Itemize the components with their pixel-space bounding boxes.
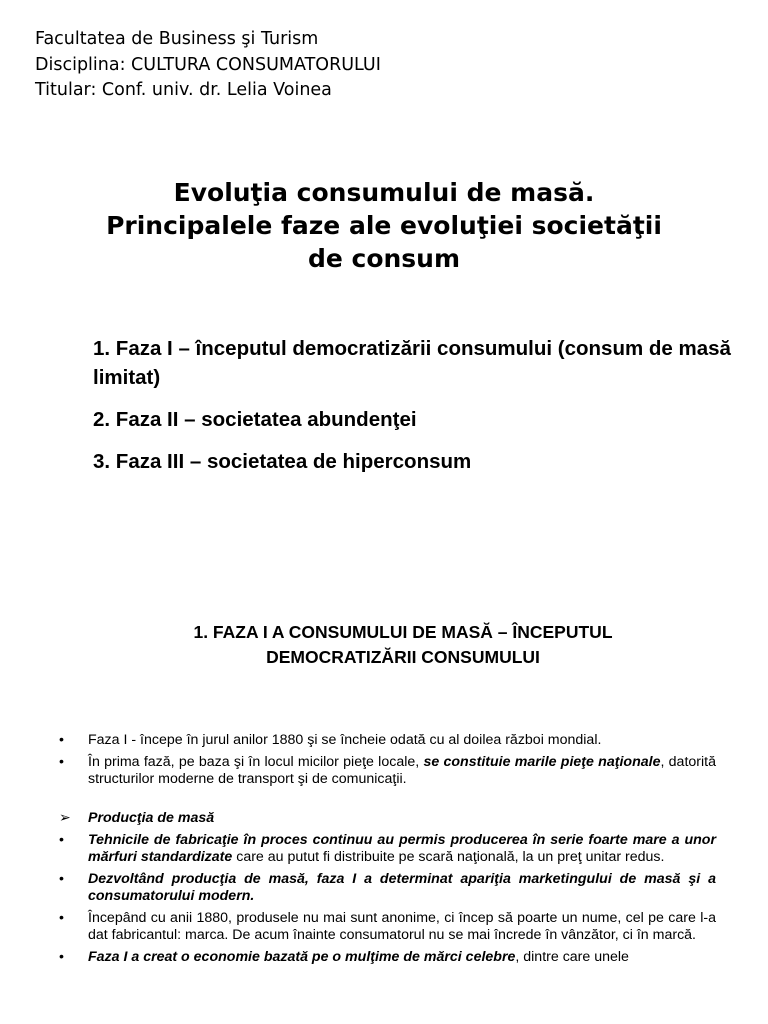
bullet-emphasis: Faza I a creat o economie bazată pe o mulţime de mărci celebre (88, 949, 516, 965)
title-line-1: Evoluţia consumului de masă. (173, 178, 595, 207)
section-title-line-1: 1. FAZA I A CONSUMULUI DE MASĂ – ÎNCEPUTUL (193, 622, 613, 642)
bullet-marker: • (59, 754, 64, 770)
bullet-emphasis: se constituie marile pieţe naţionale (423, 754, 661, 770)
bullet-item (59, 871, 716, 905)
faculty-line: Facultatea de Business şi Turism (35, 29, 319, 49)
bullet-marker: • (59, 949, 64, 965)
phase-item: 2. Faza II – societatea abundenţei (93, 408, 417, 431)
bullet-marker: • (59, 732, 64, 748)
phase-item: 1. Faza I – începutul democratizării consumului (consum de masă limitat) (93, 337, 731, 389)
section-title (0, 620, 768, 670)
bullet-emphasis: Dezvoltând producţia de masă, faza I a determinat apariţia marketingului de masă şi a consumatorului modern. (88, 871, 716, 904)
bullet-item (59, 732, 716, 749)
bullet-marker: • (59, 871, 64, 887)
bullet-marker: • (59, 910, 64, 926)
title-line-3: de consum (307, 244, 461, 273)
bullet-text: În prima fază, pe baza şi în locul micilor pieţe locale, (88, 754, 424, 770)
holder-line: Titular: Conf. univ. dr. Lelia Voinea (35, 80, 332, 100)
bullet-text: , datorită structurilor moderne de transport şi de comunicaţii. (88, 754, 716, 787)
bullet-item (59, 832, 716, 866)
bullet-text: , dintre care unele (515, 949, 629, 965)
phase-item: 3. Faza III – societatea de hiperconsum (93, 450, 472, 473)
subheading-item (59, 810, 716, 827)
bullet-text: Faza I - începe în jurul anilor 1880 şi se încheie odată cu al doilea război mondial. (88, 732, 602, 748)
section-title-line-2: DEMOCRATIZĂRII CONSUMULUI (266, 647, 540, 667)
discipline-line: Disciplina: CULTURA CONSUMATORULUI (35, 54, 381, 75)
bullet-text: Începând cu anii 1880, produsele nu mai sunt anonime, ci încep să poarte un nume, cel pe care l-a dat fabricantul: marca. De acum înainte consumatorul nu se mai încrede în vânzător, ci în marcă. (88, 910, 716, 943)
bullet-marker: • (59, 832, 64, 848)
title-line-2: Principalele faze ale evoluţiei societăţii (106, 211, 662, 240)
section-body (59, 732, 716, 971)
bullet-item (59, 910, 716, 944)
bullet-item (59, 949, 716, 966)
subheading-text: Producţia de masă (88, 810, 215, 826)
document-title (0, 176, 768, 275)
bullet-text: care au putut fi distribuite pe scară naţională, la un preţ unitar redus. (232, 849, 665, 865)
phases-list (93, 334, 733, 489)
document-header (35, 27, 381, 104)
bullet-item (59, 754, 716, 788)
arrow-marker: ➢ (59, 810, 71, 826)
bullet-emphasis: Tehnicile de fabricaţie în proces continuu au permis producerea în serie foarte mare a unor mărfuri standardizate (88, 832, 716, 865)
